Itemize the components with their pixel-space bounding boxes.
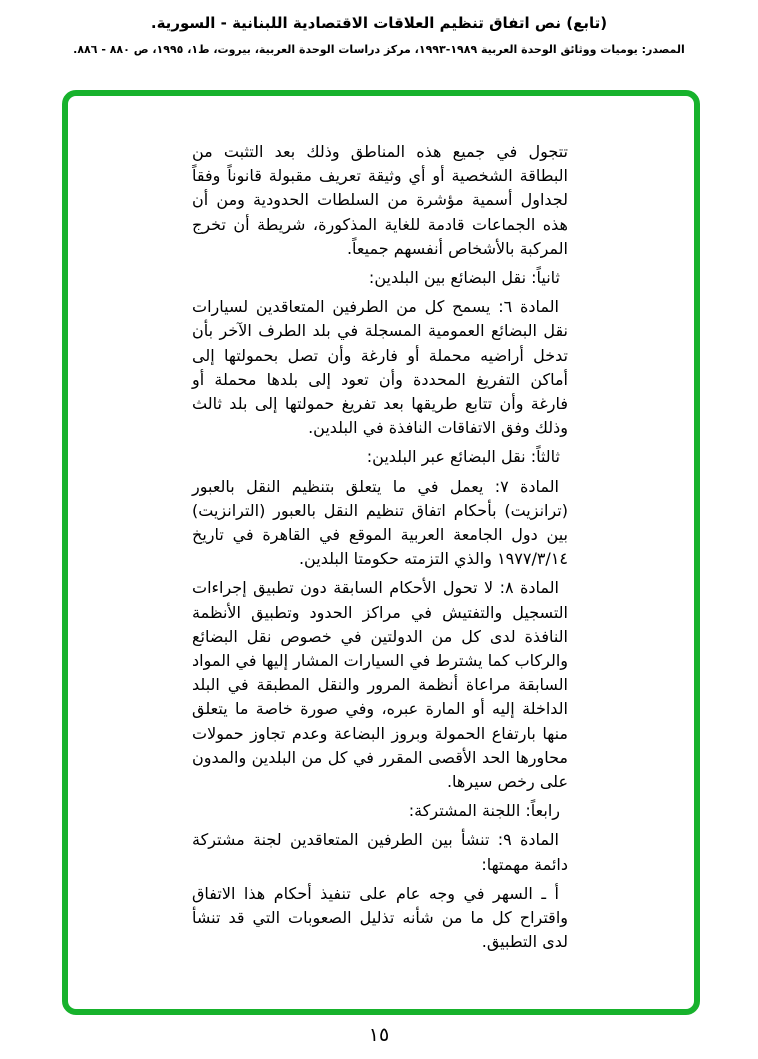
document-body	[192, 140, 568, 960]
page-number: ١٥	[368, 1024, 390, 1046]
source-citation: المصدر: يوميات ووثائق الوحدة العربية ١٩٨٩-١٩٩٣، مركز دراسات الوحدة العربية، بيروت، ط١، ١٩٩٥، ص ٨٨٠ - ٨٨٦.	[73, 43, 685, 56]
paragraph-article-9: المادة ٩: تنشأ بين الطرفين المتعاقدين لجنة مشتركة دائمة مهمتها:	[192, 830, 568, 874]
paragraph-article-7: المادة ٧: يعمل في ما يتعلق بتنظيم النقل بالعبور (ترانزيت) بأحكام اتفاق تنظيم النقل بالعبور (الترانزيت) بين دول الجامعة العربية الموقع في القاهرة في تاريخ ١٩٧٧/٣/١٤ والذي التزمته حكومتا البلدين.	[192, 476, 568, 569]
paragraph-article-6: المادة ٦: يسمح كل من الطرفين المتعاقدين لسيارات نقل البضائع العمومية المسجلة في بلد الطرف الآخر بأن تدخل أراضيه محملة أو فارغة وأن تصل بحمولتها إلى أماكن التفريغ المحددة وأن تعود إلى بلدها محملة أو فارغة وأن تتابع طريقها بعد تفريغ حمولتها إلى بلد ثالث وذلك وفق الاتفاقات النافذة في البلدين.	[192, 297, 568, 438]
document-title: (تابع) نص اتفاق تنظيم العلاقات الاقتصادية اللبنانية - السورية.	[150, 14, 608, 32]
section-heading-second: ثانياً: نقل البضائع بين البلدين:	[368, 268, 560, 288]
paragraph-article-8: المادة ٨: لا تحول الأحكام السابقة دون تطبيق إجراءات التسجيل والتفتيش في مراكز الحدود وتطبيق الأنظمة النافذة لدى كل من الدولتين في خصوص نقل البضائع والركاب كما يشترط في السيارات المشار إليها في المواد السابقة مراعاة أنظمة المرور والنقل المطبقة في البلد الداخلة إليه أو المارة عبره، وفي صورة خاصة ما يتعلق منها بارتفاع الحمولة وبروز البضاعة وعدم تجاوز حمولات محاورها الحد الأقصى المقرر في كل من البلدين والمدون على رخص سيرها.	[192, 578, 568, 792]
paragraph-continuation: تتجول في جميع هذه المناطق وذلك بعد التثبت من البطاقة الشخصية أو أي وثيقة تعريف مقبولة قانوناً وفقاً لجداول أسمية مؤشرة من السلطات الحدودية ومن أن هذه الجماعات قادمة للغاية المذكورة، شريطة أن تخرج المركبة بالأشخاص أنفسهم جميعاً.	[192, 142, 568, 258]
section-heading-third: ثالثاً: نقل البضائع عبر البلدين:	[366, 447, 560, 467]
paragraph-item-a: أ ـ السهر في وجه عام على تنفيذ أحكام هذا الاتفاق واقتراح كل ما من شأنه تذليل الصعوبات التي قد تنشأ لدى التطبيق.	[192, 883, 568, 952]
section-heading-fourth: رابعاً: اللجنة المشتركة:	[408, 801, 560, 821]
page-header	[0, 12, 758, 58]
